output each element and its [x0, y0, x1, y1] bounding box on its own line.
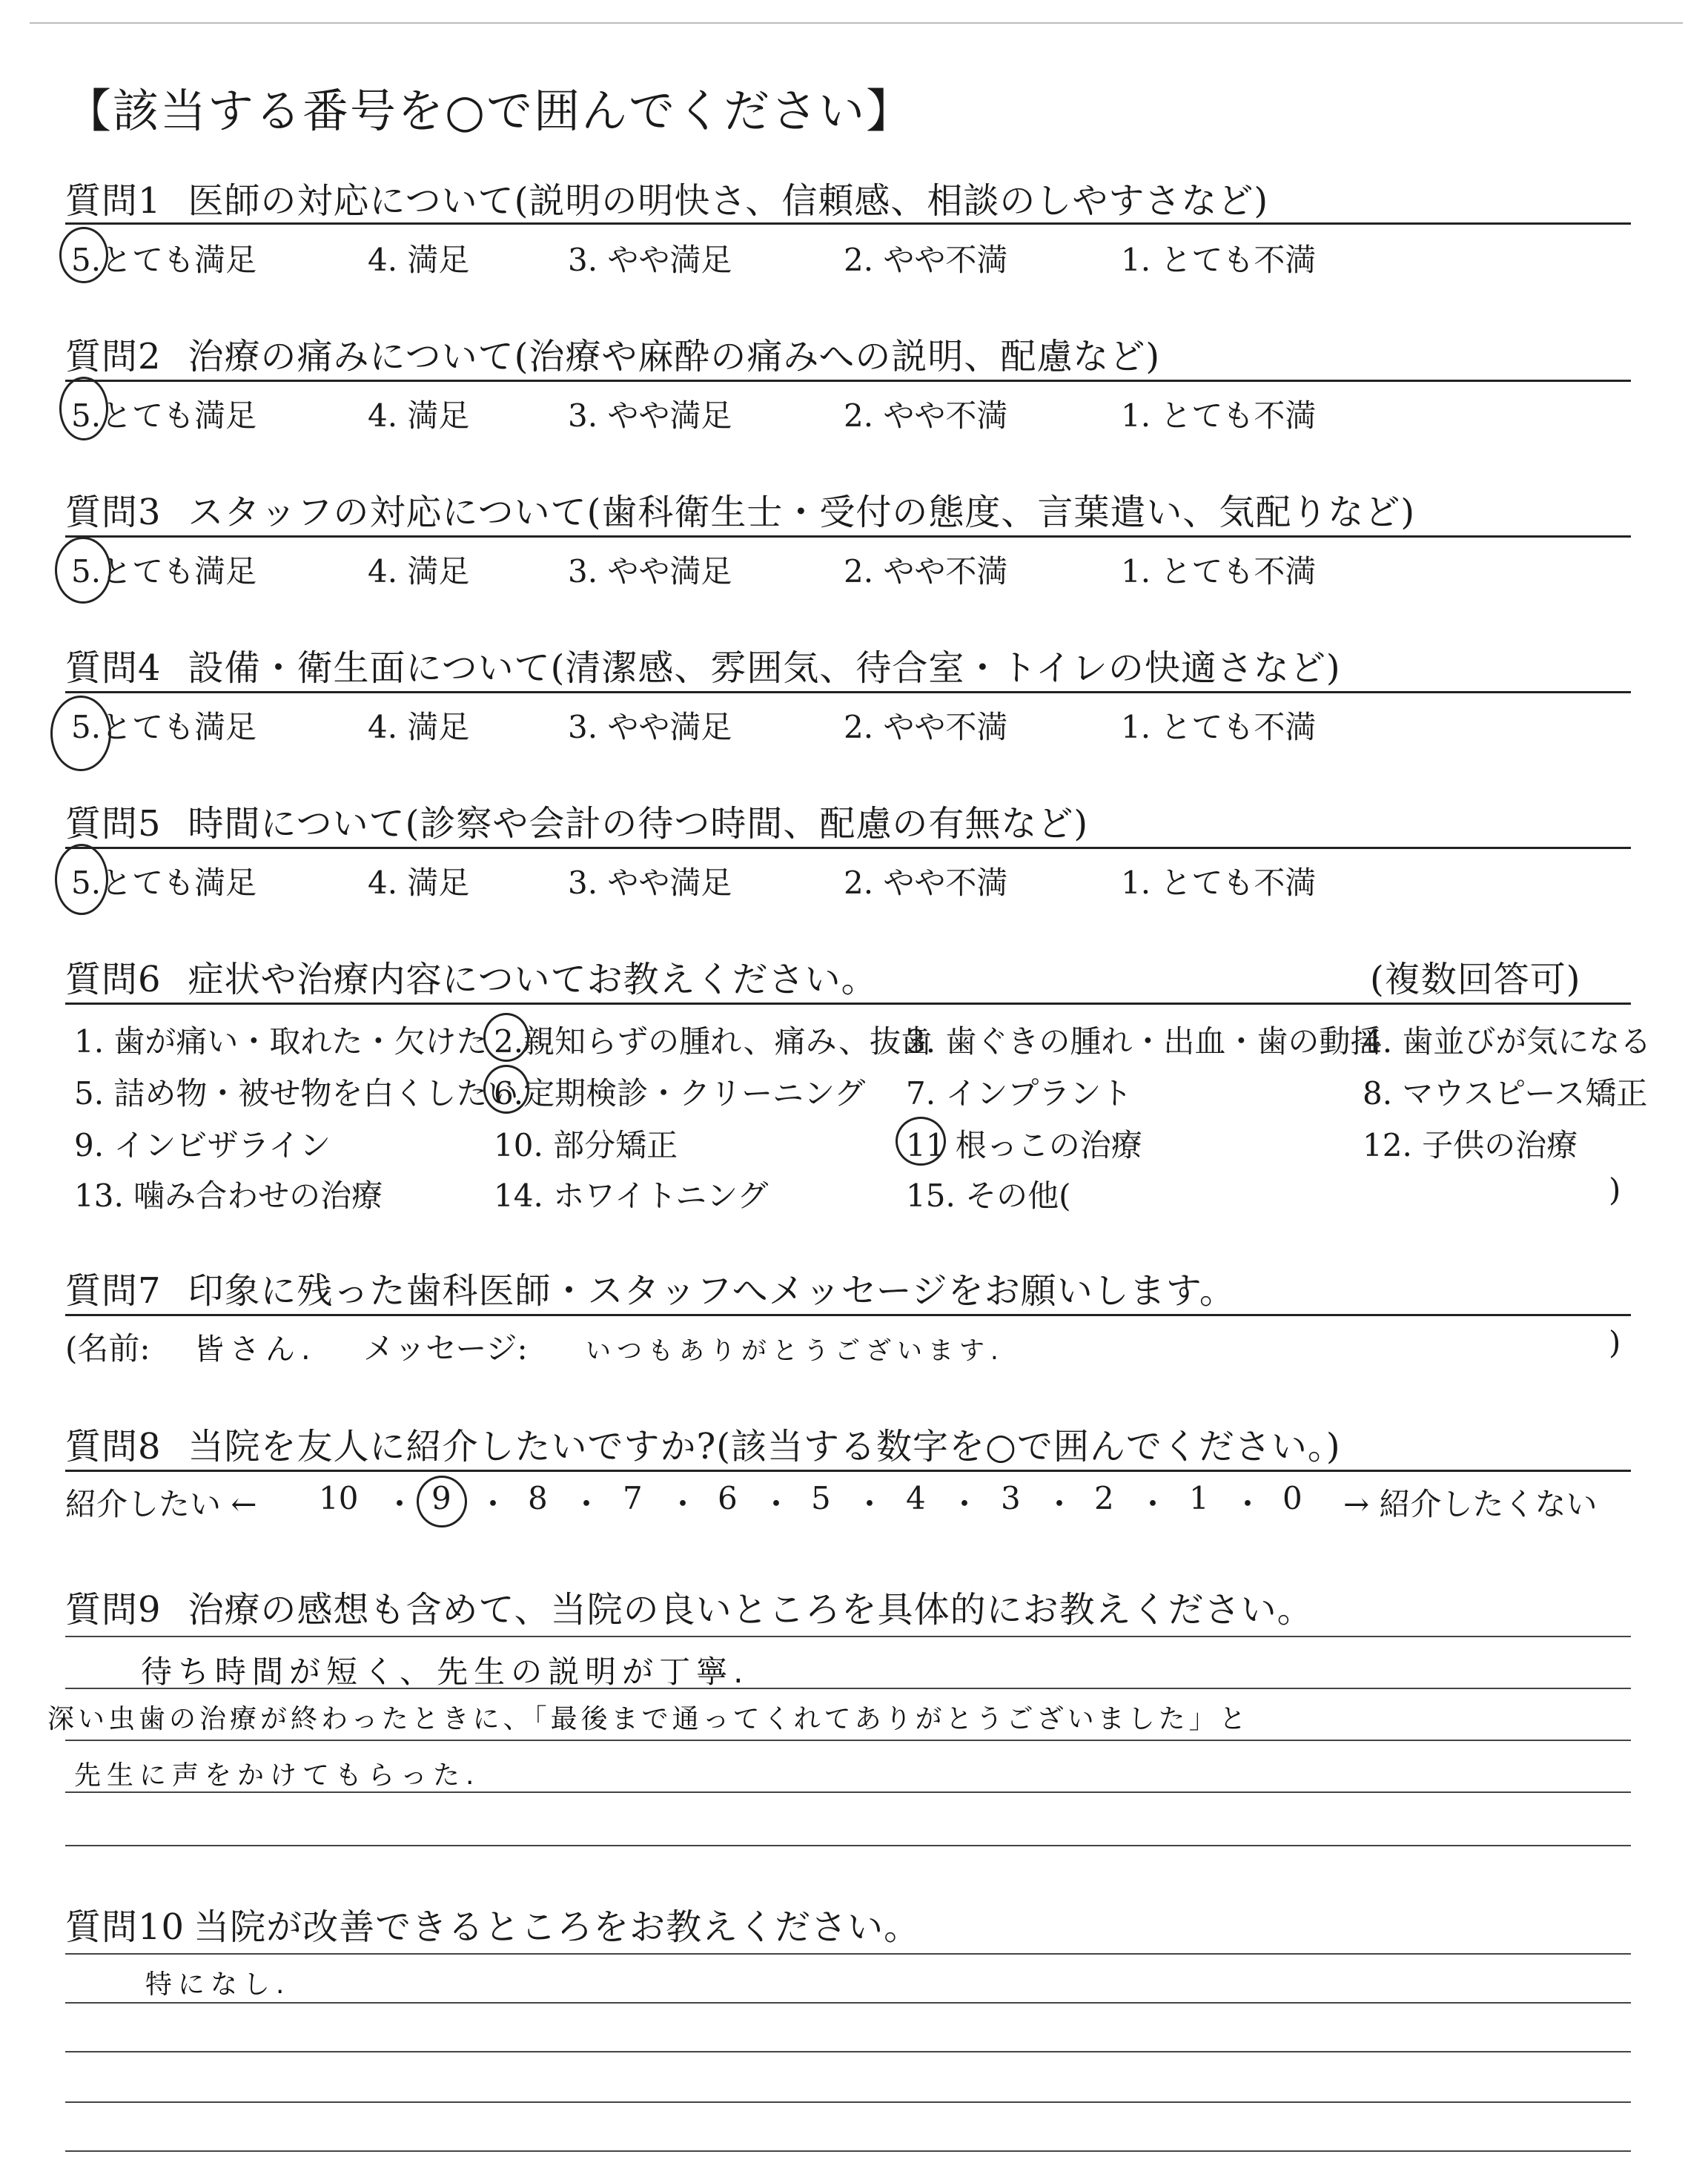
q3-option-2[interactable]: 2. やや不満	[844, 553, 1008, 589]
q8-scale-9[interactable]: 9	[431, 1480, 451, 1516]
q5-option-1[interactable]: 1. とても不満	[1121, 865, 1317, 901]
q6-item-10[interactable]: 10. 部分矯正	[494, 1127, 678, 1163]
q6-item-11[interactable]: 11 根っこの治療	[906, 1127, 1142, 1163]
q5-option-4[interactable]: 4. 満足	[368, 865, 470, 901]
q8-scale-4[interactable]: 4	[906, 1480, 926, 1516]
question-4-rule	[65, 691, 1631, 693]
q2-option-2[interactable]: 2. やや不満	[844, 397, 1008, 434]
question-3-label: 質問3	[65, 492, 162, 533]
q3-option-4[interactable]: 4. 満足	[368, 553, 470, 589]
question-9	[65, 1581, 1314, 1632]
q10-answer-line-4	[65, 2101, 1631, 2103]
q8-dot: ・	[761, 1486, 792, 1522]
q10-answer-line-5	[65, 2150, 1631, 2152]
q1-option-2[interactable]: 2. やや不満	[844, 242, 1008, 278]
q4-answer-circle	[50, 696, 111, 771]
q2-answer-circle	[59, 377, 108, 440]
q4-option-3[interactable]: 3. やや満足	[568, 709, 732, 745]
q8-answer-circle	[417, 1476, 467, 1527]
q7-name-value[interactable]: 皆さん.	[194, 1332, 317, 1367]
q6-item-13[interactable]: 13. 噛み合わせの治療	[74, 1178, 383, 1214]
q8-dot: ・	[667, 1486, 699, 1522]
q4-option-5[interactable]: 5.とても満足	[71, 709, 257, 745]
q6-item-5[interactable]: 5. 詰め物・被せ物を白くしたい	[74, 1075, 519, 1112]
question-1	[65, 172, 1268, 223]
question-2-label: 質問2	[65, 336, 162, 377]
question-5	[65, 795, 1088, 846]
q8-dot: ・	[477, 1486, 509, 1522]
q9-answer-line-1	[65, 1636, 1631, 1637]
q6-item-2[interactable]: 2.親知らずの腫れ、痛み、抜歯	[494, 1023, 933, 1060]
q8-dot: ・	[1137, 1486, 1169, 1522]
q8-scale-10[interactable]: 10	[319, 1480, 359, 1516]
q6-item-14[interactable]: 14. ホワイトニング	[494, 1178, 769, 1214]
q1-option-1[interactable]: 1. とても不満	[1121, 242, 1317, 278]
question-1-rule	[65, 222, 1631, 225]
question-2	[65, 328, 1160, 379]
question-9-text: 治療の感想も含めて、当院の良いところを具体的にお教えください。	[188, 1589, 1314, 1631]
q6-item-7[interactable]: 7. インプラント	[906, 1075, 1133, 1112]
q9-answer-text-3[interactable]: 先生に声をかけてもらった.	[74, 1760, 480, 1791]
q8-dot: ・	[949, 1486, 981, 1522]
question-7-text: 印象に残った歯科医師・スタッフへメッセージをお願いします。	[188, 1270, 1236, 1312]
question-6-rule	[65, 1003, 1631, 1005]
form-title: 【該当する番号を○で囲んでください】	[65, 84, 914, 138]
question-3	[65, 483, 1415, 535]
q4-option-1[interactable]: 1. とても不満	[1121, 709, 1317, 745]
question-3-text: スタッフの対応について(歯科衛生士・受付の態度、言葉遣い、気配りなど)	[188, 492, 1416, 533]
q8-scale-8[interactable]: 8	[528, 1480, 548, 1516]
q8-scale-1[interactable]: 1	[1189, 1480, 1209, 1516]
q8-dot: ・	[1232, 1486, 1264, 1522]
question-6	[65, 951, 878, 1002]
q8-scale-3[interactable]: 3	[1001, 1480, 1021, 1516]
q2-option-5[interactable]: 5.とても満足	[71, 397, 257, 434]
q8-dot: ・	[384, 1486, 416, 1522]
q2-option-1[interactable]: 1. とても不満	[1121, 397, 1317, 434]
question-8-label: 質問8	[65, 1426, 162, 1467]
q8-dot: ・	[571, 1486, 603, 1522]
q9-answer-line-5	[65, 1845, 1631, 1846]
q8-scale-5[interactable]: 5	[811, 1480, 831, 1516]
q2-option-3[interactable]: 3. やや満足	[568, 397, 732, 434]
q8-scale-7[interactable]: 7	[623, 1480, 643, 1516]
question-4	[65, 639, 1341, 690]
q8-scale-2[interactable]: 2	[1094, 1480, 1114, 1516]
q6-circle-item-2	[483, 1013, 529, 1062]
q6-circle-item-11	[896, 1117, 946, 1166]
q6-item-15-close: )	[1609, 1172, 1621, 1208]
question-2-rule	[65, 380, 1631, 382]
q10-answer-line-2	[65, 2002, 1631, 2004]
q6-item-6[interactable]: 6.定期検診・クリーニング	[494, 1075, 866, 1112]
question-4-text: 設備・衛生面について(清潔感、雰囲気、待合室・トイレの快適さなど)	[188, 647, 1341, 689]
question-7	[65, 1262, 1236, 1313]
question-5-label: 質問5	[65, 803, 162, 845]
q3-option-5[interactable]: 5.とても満足	[71, 553, 257, 589]
question-5-text: 時間について(診察や会計の待つ時間、配慮の有無など)	[188, 803, 1089, 845]
q1-option-5[interactable]: 5.とても満足	[71, 242, 257, 278]
q5-option-2[interactable]: 2. やや不満	[844, 865, 1008, 901]
question-1-label: 質問1	[65, 180, 162, 222]
question-2-text: 治療の痛みについて(治療や麻酔の痛みへの説明、配慮など)	[188, 336, 1161, 377]
question-8-rule	[65, 1470, 1631, 1472]
q3-answer-circle	[55, 537, 111, 604]
q3-option-3[interactable]: 3. やや満足	[568, 553, 732, 589]
scan-top-border	[30, 22, 1683, 24]
q7-name-label: (名前:	[65, 1330, 150, 1367]
question-8-text: 当院を友人に紹介したいですか?(該当する数字を○で囲んでください。)	[188, 1426, 1341, 1467]
q6-item-3[interactable]: 3. 歯ぐきの腫れ・出血・歯の動揺	[906, 1023, 1382, 1060]
q5-option-5[interactable]: 5.とても満足	[71, 865, 257, 901]
q10-answer-line-1	[65, 1953, 1631, 1955]
q8-scale-6[interactable]: 6	[718, 1480, 738, 1516]
question-10-label: 質問10	[65, 1906, 185, 1948]
question-6-label: 質問6	[65, 959, 162, 1000]
q5-option-3[interactable]: 3. やや満足	[568, 865, 732, 901]
q4-option-2[interactable]: 2. やや不満	[844, 709, 1008, 745]
question-7-rule	[65, 1314, 1631, 1316]
q6-item-4[interactable]: 4. 歯並びが気になる	[1363, 1023, 1652, 1060]
q9-answer-text-1[interactable]: 待ち時間が短く、先生の説明が丁寧.	[141, 1654, 749, 1690]
q8-left-label: 紹介したい ←	[65, 1486, 257, 1522]
q8-dot: ・	[1044, 1486, 1076, 1522]
question-6-note: (複数回答可)	[1370, 959, 1581, 1000]
question-8	[65, 1418, 1341, 1469]
q10-answer-text-1[interactable]: 特になし.	[145, 1969, 291, 2000]
question-7-label: 質問7	[65, 1270, 162, 1312]
q7-message-value[interactable]: いつもありがとうございます.	[586, 1336, 1004, 1366]
q6-item-15[interactable]: 15. その他(	[906, 1178, 1071, 1214]
question-10	[65, 1898, 920, 1949]
q6-item-8[interactable]: 8. マウスピース矯正	[1363, 1075, 1648, 1112]
q10-answer-line-3	[65, 2051, 1631, 2052]
q1-answer-circle	[59, 227, 108, 283]
q6-item-12[interactable]: 12. 子供の治療	[1363, 1127, 1578, 1163]
q5-answer-circle	[55, 844, 108, 915]
q8-dot: ・	[854, 1486, 886, 1522]
question-9-label: 質問9	[65, 1589, 162, 1631]
q4-option-4[interactable]: 4. 満足	[368, 709, 470, 745]
q3-option-1[interactable]: 1. とても不満	[1121, 553, 1317, 589]
q9-answer-text-2[interactable]: 深い虫歯の治療が終わったときに、「最後まで通ってくれてありがとうございました」と	[47, 1704, 1250, 1734]
question-4-label: 質問4	[65, 647, 162, 689]
q6-circle-item-6	[483, 1065, 529, 1114]
question-1-text: 医師の対応について(説明の明快さ、信頼感、相談のしやすさなど)	[188, 180, 1269, 222]
q7-message-label: メッセージ:	[363, 1330, 528, 1367]
q9-answer-line-3	[65, 1740, 1631, 1741]
question-10-text: 当院が改善できるところをお教えください。	[193, 1906, 921, 1948]
q8-scale-0[interactable]: 0	[1282, 1480, 1302, 1516]
q1-option-4[interactable]: 4. 満足	[368, 242, 470, 278]
question-6-text: 症状や治療内容についてお教えください。	[188, 959, 878, 1000]
q2-option-4[interactable]: 4. 満足	[368, 397, 470, 434]
q1-option-3[interactable]: 3. やや満足	[568, 242, 732, 278]
q7-close: )	[1609, 1324, 1621, 1361]
question-5-rule	[65, 847, 1631, 849]
q6-item-9[interactable]: 9. インビザライン	[74, 1127, 331, 1163]
q8-right-label: → 紹介したくない	[1343, 1486, 1598, 1522]
question-3-rule	[65, 535, 1631, 538]
q6-item-1[interactable]: 1. 歯が痛い・取れた・欠けた	[74, 1023, 488, 1060]
